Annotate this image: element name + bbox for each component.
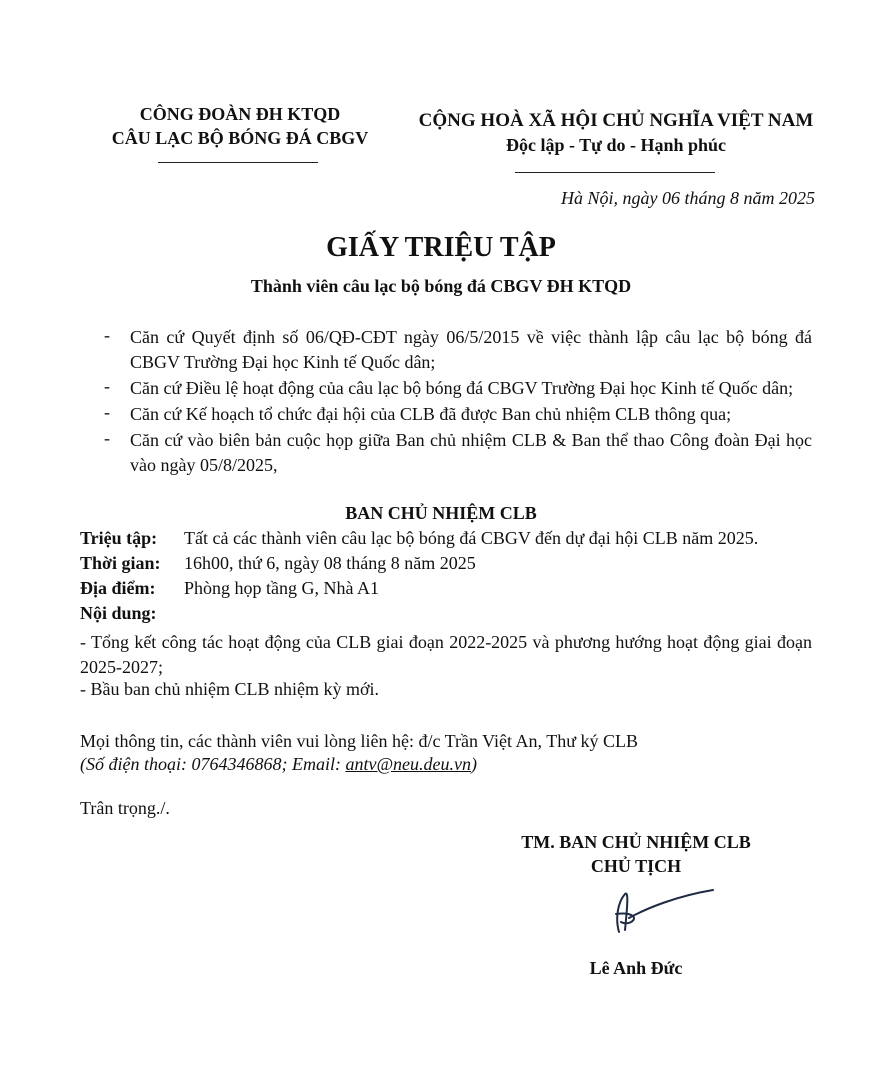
time-label: Thời gian: [80, 553, 161, 573]
phone-text: (Số điện thoại: 0764346868; Email: [80, 754, 346, 774]
summon-label: Triệu tập: [80, 528, 158, 548]
nation-motto: Độc lập - Tự do - Hạnh phúc [505, 135, 727, 155]
position-label: CHỦ TỊCH [590, 856, 682, 876]
place-label: Địa điểm: [80, 578, 156, 598]
email-link[interactable]: antv@neu.deu.vn [345, 754, 471, 774]
content-label: Nội dung: [80, 603, 157, 623]
list-bullet: - [104, 428, 110, 448]
time-value: 16h00, thứ 6, ngày 08 tháng 8 năm 2025 [184, 553, 476, 573]
nation-underline [515, 172, 715, 173]
signer-name: Lê Anh Đức [589, 958, 683, 978]
on-behalf-label: TM. BAN CHỦ NHIỆM CLB [521, 832, 751, 852]
basis-item: Căn cứ Kế hoạch tổ chức đại hội của CLB đã được Ban chủ nhiệm CLB thông qua; [130, 404, 732, 424]
contact-close: ) [471, 754, 477, 774]
summon-value: Tất cả các thành viên câu lạc bộ bóng đá CBGV đến dự đại hội CLB năm 2025. [184, 528, 759, 548]
list-bullet: - [104, 325, 110, 345]
contact-line: Mọi thông tin, các thành viên vui lòng liên hệ: đ/c Trần Việt An, Thư ký CLB [80, 731, 638, 751]
list-bullet: - [104, 402, 110, 422]
org-line-2: CÂU LẠC BỘ BÓNG ĐÁ CBGV [111, 128, 369, 148]
org-underline [158, 162, 318, 163]
nation-line-1: CỘNG HOÀ XÃ HỘI CHỦ NGHĨA VIỆT NAM [418, 110, 814, 131]
content-item: - Bầu ban chủ nhiệm CLB nhiệm kỳ mới. [80, 679, 379, 699]
list-bullet: - [104, 376, 110, 396]
document-title: GIẤY TRIỆU TẬP [326, 232, 556, 263]
content-item: - Tổng kết công tác hoạt động của CLB giai đoạn 2022-2025 và phương hướng hoạt động giai đoạn 2025-2027; [80, 632, 812, 677]
contact-details [80, 754, 477, 775]
basis-item: Căn cứ Điều lệ hoạt động của câu lạc bộ bóng đá CBGV Trường Đại học Kinh tế Quốc dân; [130, 378, 794, 398]
basis-item: Căn cứ vào biên bản cuộc họp giữa Ban chủ nhiệm CLB & Ban thể thao Công đoàn Đại học vào ngày 05/8/2025, [130, 430, 812, 475]
handwritten-signature [585, 880, 735, 944]
closing-text: Trân trọng./. [80, 798, 170, 818]
issuer-heading: BAN CHỦ NHIỆM CLB [345, 503, 537, 523]
document-subtitle: Thành viên câu lạc bộ bóng đá CBGV ĐH KTQD [250, 276, 632, 296]
place-value: Phòng họp tầng G, Nhà A1 [184, 578, 379, 598]
place-date: Hà Nội, ngày 06 tháng 8 năm 2025 [561, 188, 815, 208]
basis-item: Căn cứ Quyết định số 06/QĐ-CĐT ngày 06/5/2015 về việc thành lập câu lạc bộ bóng đá CBGV Trường Đại học Kinh tế Quốc dân; [130, 327, 812, 372]
org-line-1: CÔNG ĐOÀN ĐH KTQD [139, 104, 341, 124]
